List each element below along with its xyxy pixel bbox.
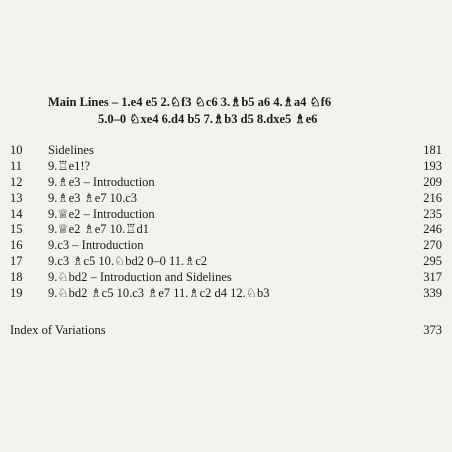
- page-number: 246: [423, 222, 442, 237]
- index-entry: [10, 322, 442, 338]
- chapter-title: 9.♕e2 – Introduction: [48, 206, 155, 221]
- toc-entry: [10, 191, 442, 207]
- toc-entry: [10, 159, 442, 175]
- chapter-title: 9.♘bd2 – Introduction and Sidelines: [48, 270, 232, 285]
- toc-entry: [10, 286, 442, 302]
- chapter-title: 9.♕e2 ♗e7 10.♖d1: [48, 222, 149, 237]
- toc-entry: [10, 270, 442, 286]
- chapter-title: 9.♖e1!?: [48, 158, 91, 173]
- chapter-number: 18: [10, 270, 23, 285]
- page-number: 339: [423, 286, 442, 301]
- toc-entry: [10, 222, 442, 238]
- page-number: 270: [423, 238, 442, 253]
- chapter-title: Sidelines: [48, 143, 94, 157]
- toc-entry: [10, 254, 442, 270]
- chapter-title: 9.♗e3 ♗e7 10.c3: [48, 190, 138, 205]
- chapter-title: 9.c3 ♗c5 10.♘bd2 0–0 11.♗c2: [48, 254, 208, 269]
- toc-entry: [10, 238, 442, 254]
- chapter-number: 19: [10, 286, 23, 301]
- index-page-number: 373: [423, 323, 442, 337]
- toc-entry: [10, 207, 442, 223]
- page-number: 193: [423, 158, 442, 173]
- index-title: Index of Variations: [10, 323, 106, 337]
- chapter-number: 17: [10, 254, 23, 269]
- chapter-number: 15: [10, 222, 23, 237]
- page-number: 216: [423, 190, 442, 205]
- section-heading: [48, 94, 428, 128]
- page-number: 235: [423, 206, 442, 221]
- toc-entry: [10, 175, 442, 191]
- chapter-title: 9.♘bd2 ♗c5 10.c3 ♗e7 11.♗c2 d4 12.♘b3: [48, 286, 270, 301]
- page-number: 209: [423, 174, 442, 189]
- page-number: 181: [423, 143, 442, 157]
- chapter-number: 12: [10, 174, 23, 189]
- page-number: 295: [423, 254, 442, 269]
- chapter-number: 16: [10, 238, 23, 253]
- chapter-number: 13: [10, 190, 23, 205]
- chapter-title: 9.c3 – Introduction: [48, 238, 144, 253]
- chapter-number: 11: [10, 158, 23, 173]
- section-heading-line2: 5.0–0 ♘xe4 6.d4 b5 7.♗b3 d5 8.dxe5 ♗e6: [98, 112, 318, 126]
- chapter-number: 14: [10, 206, 23, 221]
- toc-list: [10, 143, 442, 302]
- section-heading-line1: Main Lines – 1.e4 e5 2.♘f3 ♘c6 3.♗b5 a6 4.♗a4 ♘f6: [48, 95, 332, 109]
- chapter-number: 10: [10, 143, 23, 157]
- page-number: 317: [423, 270, 442, 285]
- chapter-title: 9.♗e3 – Introduction: [48, 174, 155, 189]
- toc-entry: [10, 143, 442, 159]
